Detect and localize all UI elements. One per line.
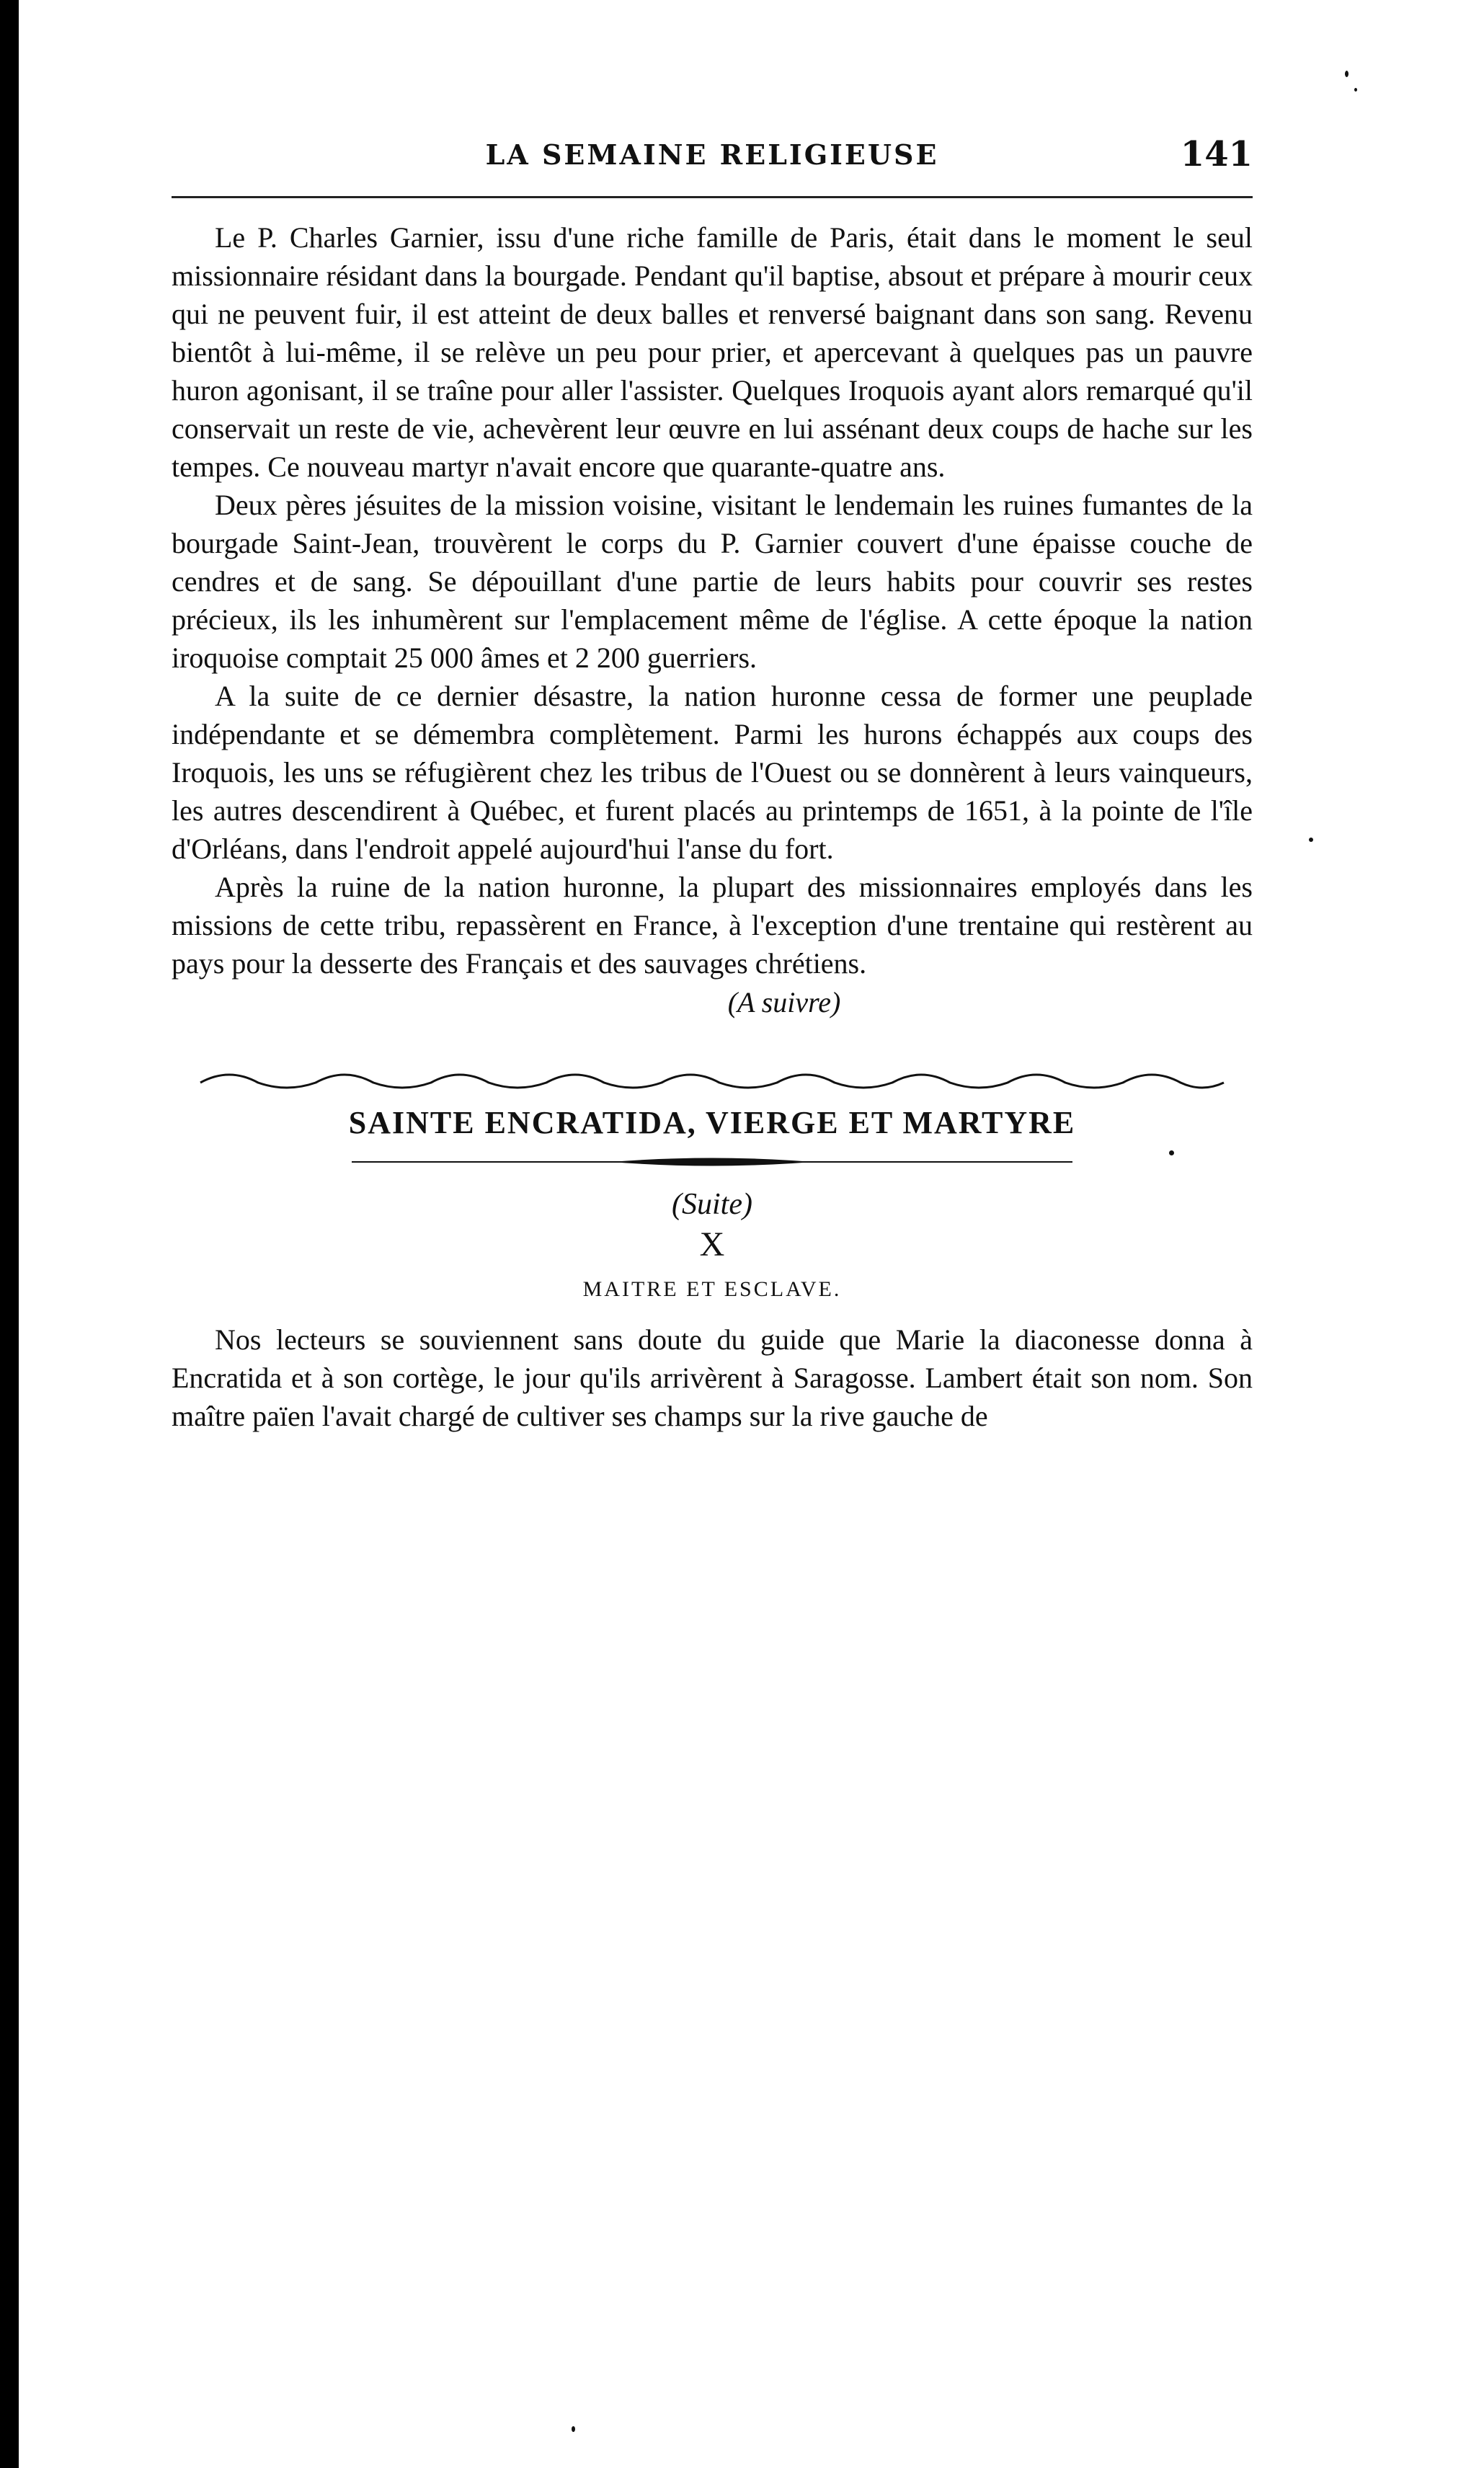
article-encratida xyxy=(172,1320,1253,1435)
ornamental-divider xyxy=(172,1064,1253,1093)
header-rule xyxy=(172,196,1253,198)
running-title: LA SEMAINE RELIGIEUSE xyxy=(485,138,939,171)
page-number: 141 xyxy=(1180,134,1253,174)
title-rule-ornament xyxy=(352,1157,1072,1167)
section-title: SAINTE ENCRATIDA, VIERGE ET MARTYRE xyxy=(348,1105,1076,1140)
article-garnier xyxy=(172,218,1253,1019)
to-be-continued: (A suivre) xyxy=(727,986,841,1018)
chapter-number: X xyxy=(699,1225,725,1264)
paragraph: Nos lecteurs se souviennent sans doute du guide que Marie la diaconesse donna à Encratida et à son cortège, le jour qu'ils arrivèrent à Saragosse. Lambert était son nom. Son maître païen l'avait chargé de cultiver ses champs sur la rive gauche de xyxy=(172,1323,1253,1432)
paragraph: Le P. Charles Garnier, issu d'une riche famille de Paris, était dans le moment le seul missionnaire résidant dans la bourgade. Pendant qu'il baptise, absout et prépare à mourir ceux qui ne peuvent fuir, il est atteint de deux balles et renversé baignant dans son sang. Revenu bientôt à lui-même, il se relève un peu pour prier, et apercevant à quelques pas un pauvre huron agonisant, il se traîne pour aller l'assister. Quelques Iroquois ayant alors remarqué qu'il conservait un reste de vie, achevèrent leur œuvre en lui assénant deux coups de hache sur les tempes. Ce nouveau martyr n'avait encore que quarante-quatre ans. xyxy=(172,221,1253,483)
continuation-note: (Suite) xyxy=(672,1188,752,1221)
running-head xyxy=(172,130,1253,180)
paragraph: Après la ruine de la nation huronne, la plupart des missionnaires employés dans les missions de cette tribu, repassèrent en France, à l'exception d'une trentaine qui restèrent au pays pour la desserte des Français et des sauvages chrétiens. xyxy=(172,871,1253,980)
page-edge-shadow xyxy=(0,0,19,2468)
book-page xyxy=(172,130,1253,1435)
chapter-title: MAITRE ET ESCLAVE. xyxy=(582,1277,842,1301)
paragraph: Deux pères jésuites de la mission voisine, visitant le lendemain les ruines fumantes de la bourgade Saint-Jean, trouvèrent le corps du P. Garnier couvert d'une épaisse couche de cendres et de sang. Se dépouillant d'une partie de leurs habits pour couvrir ses restes précieux, ils les inhumèrent sur l'emplacement même de l'église. A cette époque la nation iroquoise comptait 25 000 âmes et 2 200 guerriers. xyxy=(172,489,1253,674)
paragraph: A la suite de ce dernier désastre, la nation huronne cessa de former une peuplade indépendante et se démembra complètement. Parmi les hurons échappés aux coups des Iroquois, les uns se réfugièrent chez les tribus de l'Ouest ou se donnèrent à leurs vainqueurs, les autres descendirent à Québec, et furent placés au printemps de 1651, à la pointe de l'île d'Orléans, dans l'endroit appelé aujourd'hui l'anse du fort. xyxy=(172,680,1253,865)
